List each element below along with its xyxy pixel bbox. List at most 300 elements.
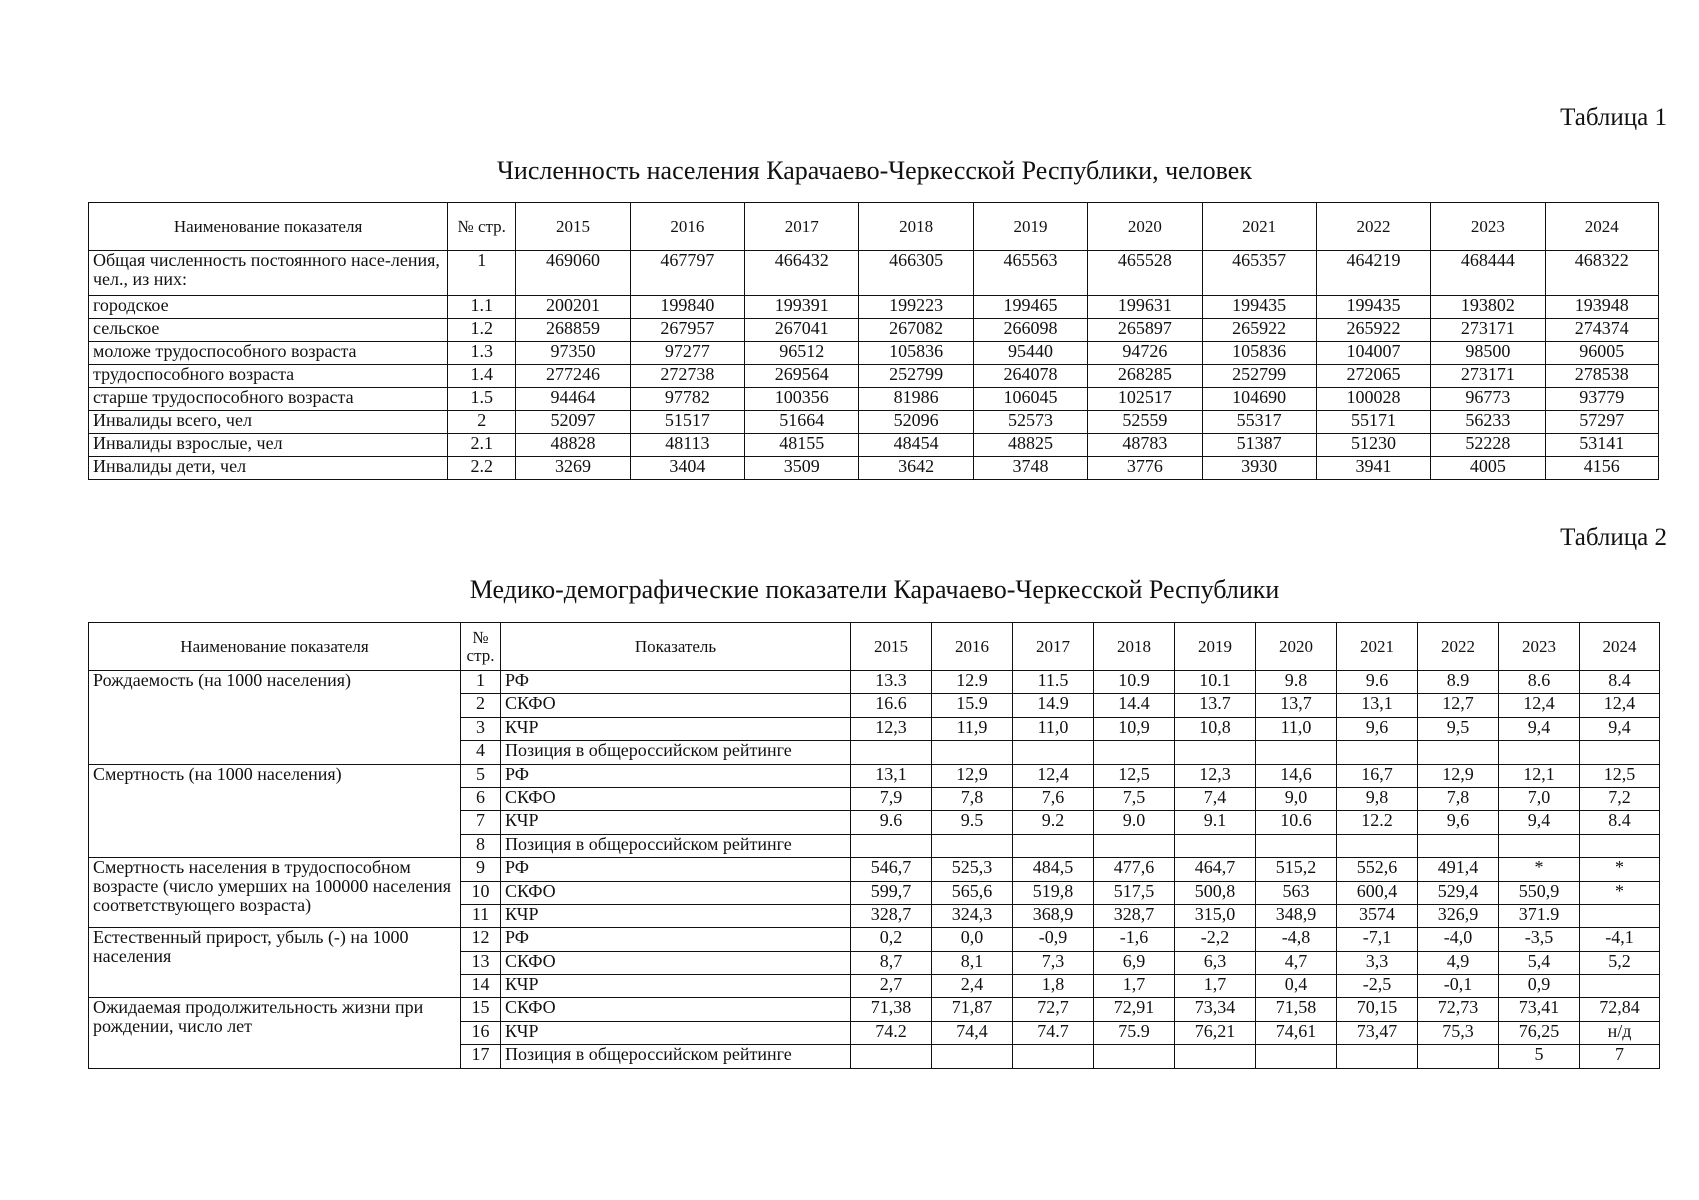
value-cell [1256,741,1337,764]
value-cell: 9.6 [851,811,932,834]
value-cell: 13.3 [851,671,932,694]
value-cell: 2,7 [851,975,932,998]
value-cell: 72,7 [1013,998,1094,1021]
value-cell [932,741,1013,764]
value-cell: 51387 [1202,434,1316,457]
value-cell: 500,8 [1175,881,1256,904]
row-number: 9 [461,858,501,881]
value-cell [1418,834,1499,857]
value-cell: 199435 [1316,296,1430,319]
value-cell: 4,7 [1256,951,1337,974]
value-cell: -3,5 [1499,928,1580,951]
value-cell: 12,3 [1175,764,1256,787]
value-cell: 6,3 [1175,951,1256,974]
value-cell [1013,834,1094,857]
value-cell: 52228 [1431,434,1545,457]
row-number: 10 [461,881,501,904]
value-cell: 13,7 [1256,694,1337,717]
value-cell: 11,0 [1013,717,1094,740]
value-cell: 193948 [1545,296,1658,319]
value-cell [1013,1045,1094,1068]
row-number: 12 [461,928,501,951]
value-cell: 72,91 [1094,998,1175,1021]
value-cell: 8.6 [1499,671,1580,694]
value-cell: 7,3 [1013,951,1094,974]
group-name: Смертность (на 1000 населения) [89,764,461,858]
value-cell: 3776 [1088,457,1202,480]
table-row [89,251,1659,296]
row-number: 1.4 [448,365,516,388]
row-number: 13 [461,951,501,974]
value-cell: 14.9 [1013,694,1094,717]
value-cell [1256,1045,1337,1068]
value-cell: 8,7 [851,951,932,974]
value-cell: 13,1 [851,764,932,787]
value-cell: 97277 [630,342,744,365]
table-row [89,319,1659,342]
value-cell: 268859 [516,319,630,342]
value-cell [1580,834,1660,857]
row-number: 5 [461,764,501,787]
value-cell [1337,834,1418,857]
value-cell: 9.0 [1094,811,1175,834]
value-cell: 7 [1580,1045,1660,1068]
value-cell: 7,5 [1094,787,1175,810]
header-year: 2019 [1175,623,1256,671]
row-name: сельское [89,319,448,342]
value-cell: 105836 [1202,342,1316,365]
value-cell: -7,1 [1337,928,1418,951]
population-table [88,202,1659,480]
value-cell: 466305 [859,251,973,296]
value-cell: 599,7 [851,881,932,904]
value-cell: 5,4 [1499,951,1580,974]
value-cell: 467797 [630,251,744,296]
value-cell: 267082 [859,319,973,342]
indicator-cell: Позиция в общероссийском рейтинге [501,1045,851,1068]
value-cell: 269564 [745,365,859,388]
value-cell: 199223 [859,296,973,319]
table-row [89,764,1660,787]
header-year: 2019 [973,203,1087,251]
value-cell: 7,8 [932,787,1013,810]
row-number: 15 [461,998,501,1021]
table-row [89,365,1659,388]
header-year: 2017 [1013,623,1094,671]
table-row [89,858,1660,881]
value-cell: 73,47 [1337,1021,1418,1044]
indicator-cell: КЧР [501,975,851,998]
table2-label: Таблица 2 [1560,524,1667,551]
row-name: Инвалиды взрослые, чел [89,434,448,457]
value-cell: 12,5 [1580,764,1660,787]
value-cell: 55171 [1316,411,1430,434]
value-cell: -0,9 [1013,928,1094,951]
value-cell: 1,7 [1094,975,1175,998]
value-cell: 74,4 [932,1021,1013,1044]
value-cell: 9,0 [1256,787,1337,810]
value-cell: 97782 [630,388,744,411]
value-cell: 0,2 [851,928,932,951]
value-cell [1580,975,1660,998]
row-number: 4 [461,741,501,764]
value-cell: 515,2 [1256,858,1337,881]
value-cell: 469060 [516,251,630,296]
value-cell [1256,834,1337,857]
value-cell [1175,834,1256,857]
value-cell: 264078 [973,365,1087,388]
row-name: старше трудоспособного возраста [89,388,448,411]
value-cell: 468444 [1431,251,1545,296]
row-number: 17 [461,1045,501,1068]
indicator-cell: СКФО [501,881,851,904]
value-cell: 12,4 [1499,694,1580,717]
indicator-cell: КЧР [501,717,851,740]
value-cell: 368,9 [1013,904,1094,927]
value-cell: н/д [1580,1021,1660,1044]
value-cell: 102517 [1088,388,1202,411]
value-cell: 465563 [973,251,1087,296]
value-cell [1418,1045,1499,1068]
value-cell: 274374 [1545,319,1658,342]
value-cell: 278538 [1545,365,1658,388]
value-cell: 266098 [973,319,1087,342]
value-cell: 3,3 [1337,951,1418,974]
value-cell: 12,1 [1499,764,1580,787]
value-cell [1499,834,1580,857]
table2-title: Медико-демографические показатели Карачаево-Черкесской Республики [469,575,1280,604]
value-cell: * [1499,858,1580,881]
value-cell: 8.9 [1418,671,1499,694]
value-cell: 9,6 [1337,717,1418,740]
value-cell: 51230 [1316,434,1430,457]
value-cell [932,834,1013,857]
value-cell: -1,6 [1094,928,1175,951]
value-cell: -4,1 [1580,928,1660,951]
value-cell: 7,8 [1418,787,1499,810]
value-cell: 525,3 [932,858,1013,881]
value-cell: 75.9 [1094,1021,1175,1044]
value-cell: 277246 [516,365,630,388]
value-cell: 5 [1499,1045,1580,1068]
value-cell: 71,58 [1256,998,1337,1021]
value-cell: 12,9 [1418,764,1499,787]
value-cell: 48113 [630,434,744,457]
header-year: 2023 [1431,203,1545,251]
value-cell: -2,5 [1337,975,1418,998]
value-cell: 95440 [973,342,1087,365]
value-cell: 519,8 [1013,881,1094,904]
value-cell: 199631 [1088,296,1202,319]
value-cell: 8.4 [1580,811,1660,834]
indicator-cell: РФ [501,764,851,787]
value-cell: 3574 [1337,904,1418,927]
table-row [89,296,1659,319]
indicator-cell: РФ [501,671,851,694]
value-cell: 600,4 [1337,881,1418,904]
value-cell: 12,7 [1418,694,1499,717]
value-cell: 529,4 [1418,881,1499,904]
value-cell: 1,7 [1175,975,1256,998]
value-cell: 563 [1256,881,1337,904]
value-cell: 12,9 [932,764,1013,787]
value-cell: 9,6 [1418,811,1499,834]
value-cell: 0,4 [1256,975,1337,998]
value-cell: 265922 [1202,319,1316,342]
value-cell: 193802 [1431,296,1545,319]
table2-header-row [89,623,1660,671]
value-cell: 517,5 [1094,881,1175,904]
value-cell: -0,1 [1418,975,1499,998]
value-cell [932,1045,1013,1068]
value-cell: 2,4 [932,975,1013,998]
value-cell: * [1580,881,1660,904]
value-cell: 93779 [1545,388,1658,411]
row-number: 16 [461,1021,501,1044]
value-cell: 491,4 [1418,858,1499,881]
header-year: 2018 [1094,623,1175,671]
indicator-cell: КЧР [501,904,851,927]
value-cell: 5,2 [1580,951,1660,974]
indicator-cell: КЧР [501,811,851,834]
table1-title: Численность населения Карачаево-Черкесской Республики, человек [497,156,1252,185]
header-no: № стр. [448,203,516,251]
value-cell: 484,5 [1013,858,1094,881]
value-cell: 9.6 [1337,671,1418,694]
table-row [89,342,1659,365]
value-cell: 252799 [859,365,973,388]
value-cell: 3404 [630,457,744,480]
value-cell: 272738 [630,365,744,388]
value-cell: 7,2 [1580,787,1660,810]
row-number: 1.5 [448,388,516,411]
group-name: Рождаемость (на 1000 населения) [89,671,461,765]
value-cell: 48155 [745,434,859,457]
value-cell: 0,0 [932,928,1013,951]
value-cell: 71,87 [932,998,1013,1021]
value-cell: 12,4 [1013,764,1094,787]
value-cell: -4,8 [1256,928,1337,951]
value-cell: 465357 [1202,251,1316,296]
value-cell: 348,9 [1256,904,1337,927]
value-cell: 11.5 [1013,671,1094,694]
value-cell: 315,0 [1175,904,1256,927]
row-number: 11 [461,904,501,927]
value-cell: 9,4 [1580,717,1660,740]
header-year: 2017 [745,203,859,251]
value-cell: 466432 [745,251,859,296]
value-cell: 464,7 [1175,858,1256,881]
row-number: 14 [461,975,501,998]
value-cell: 328,7 [851,904,932,927]
value-cell: 4005 [1431,457,1545,480]
value-cell: 12.9 [932,671,1013,694]
row-number: 2 [461,694,501,717]
group-name: Смертность населения в трудоспособном возрасте (число умерших на 100000 населения соответствующего возраста) [89,858,461,928]
value-cell: 106045 [973,388,1087,411]
value-cell: 199840 [630,296,744,319]
value-cell: 0,9 [1499,975,1580,998]
table-row [89,998,1660,1021]
value-cell: 14.4 [1094,694,1175,717]
value-cell: 56233 [1431,411,1545,434]
row-number: 1.3 [448,342,516,365]
row-number: 2 [448,411,516,434]
value-cell [1094,1045,1175,1068]
value-cell: 72,84 [1580,998,1660,1021]
table-row [89,928,1660,951]
indicator-cell: РФ [501,928,851,951]
value-cell: 468322 [1545,251,1658,296]
header-year: 2018 [859,203,973,251]
value-cell: 52573 [973,411,1087,434]
value-cell: 6,9 [1094,951,1175,974]
value-cell: 4,9 [1418,951,1499,974]
header-year: 2022 [1418,623,1499,671]
header-year: 2020 [1088,203,1202,251]
row-name: трудоспособного возраста [89,365,448,388]
group-name: Ожидаемая продолжительность жизни при рождении, число лет [89,998,461,1068]
row-number: 6 [461,787,501,810]
value-cell: 200201 [516,296,630,319]
value-cell: 97350 [516,342,630,365]
value-cell: 199435 [1202,296,1316,319]
header-year: 2024 [1580,623,1660,671]
header-year: 2021 [1202,203,1316,251]
value-cell: 9.8 [1256,671,1337,694]
value-cell: 3642 [859,457,973,480]
value-cell: 105836 [859,342,973,365]
value-cell [1175,741,1256,764]
group-name: Естественный прирост, убыль (-) на 1000 населения [89,928,461,998]
value-cell: 51517 [630,411,744,434]
value-cell [851,834,932,857]
indicator-cell: Позиция в общероссийском рейтинге [501,834,851,857]
header-year: 2022 [1316,203,1430,251]
value-cell: 52097 [516,411,630,434]
value-cell: 70,15 [1337,998,1418,1021]
indicator-cell: КЧР [501,1021,851,1044]
value-cell: 1,8 [1013,975,1094,998]
value-cell: 48828 [516,434,630,457]
value-cell: 10,9 [1094,717,1175,740]
indicator-cell: РФ [501,858,851,881]
value-cell: 265922 [1316,319,1430,342]
value-cell: 199391 [745,296,859,319]
value-cell: 7,4 [1175,787,1256,810]
row-number: 1 [461,671,501,694]
value-cell: 10.1 [1175,671,1256,694]
header-year: 2016 [630,203,744,251]
value-cell: 13,1 [1337,694,1418,717]
value-cell: -2,2 [1175,928,1256,951]
value-cell: 52096 [859,411,973,434]
table1-label: Таблица 1 [1560,104,1667,131]
value-cell: 48783 [1088,434,1202,457]
value-cell: 273171 [1431,365,1545,388]
value-cell: 552,6 [1337,858,1418,881]
value-cell: -4,0 [1418,928,1499,951]
row-name: Общая численность постоянного насе-ления, чел., из них: [89,251,448,296]
value-cell: 12.2 [1337,811,1418,834]
value-cell: 14,6 [1256,764,1337,787]
value-cell: 10,8 [1175,717,1256,740]
value-cell: 15.9 [932,694,1013,717]
row-number: 1.2 [448,319,516,342]
value-cell: 4156 [1545,457,1658,480]
value-cell [1580,741,1660,764]
value-cell: 324,3 [932,904,1013,927]
value-cell: 546,7 [851,858,932,881]
value-cell: 8,1 [932,951,1013,974]
value-cell: 10.9 [1094,671,1175,694]
value-cell: 94464 [516,388,630,411]
value-cell: 48825 [973,434,1087,457]
value-cell: 9.5 [932,811,1013,834]
value-cell: 73,41 [1499,998,1580,1021]
row-name: Инвалиды всего, чел [89,411,448,434]
table-row [89,457,1659,480]
value-cell: 100356 [745,388,859,411]
value-cell: 464219 [1316,251,1430,296]
value-cell: 10.6 [1256,811,1337,834]
value-cell: 12,3 [851,717,932,740]
value-cell: 55317 [1202,411,1316,434]
value-cell: 199465 [973,296,1087,319]
row-name: Инвалиды дети, чел [89,457,448,480]
table1-header-row [89,203,1659,251]
value-cell: 9,4 [1499,717,1580,740]
value-cell: 326,9 [1418,904,1499,927]
value-cell: 268285 [1088,365,1202,388]
row-number: 7 [461,811,501,834]
value-cell: 96773 [1431,388,1545,411]
header-year: 2024 [1545,203,1658,251]
table-row [89,434,1659,457]
value-cell: 272065 [1316,365,1430,388]
value-cell: 76,21 [1175,1021,1256,1044]
value-cell: 465528 [1088,251,1202,296]
indicator-cell: СКФО [501,951,851,974]
indicator-cell: СКФО [501,787,851,810]
value-cell: 51664 [745,411,859,434]
value-cell: 3930 [1202,457,1316,480]
value-cell: 3509 [745,457,859,480]
row-number: 8 [461,834,501,857]
value-cell: 53141 [1545,434,1658,457]
row-number: 2.1 [448,434,516,457]
value-cell [1418,741,1499,764]
value-cell: 267041 [745,319,859,342]
value-cell: 76,25 [1499,1021,1580,1044]
indicator-cell: СКФО [501,998,851,1021]
value-cell: 57297 [1545,411,1658,434]
value-cell: 98500 [1431,342,1545,365]
value-cell: 7,9 [851,787,932,810]
value-cell: 13.7 [1175,694,1256,717]
header-year: 2016 [932,623,1013,671]
header-indicator: Показатель [501,623,851,671]
row-number: 1.1 [448,296,516,319]
value-cell [851,741,932,764]
value-cell: 267957 [630,319,744,342]
value-cell [1094,741,1175,764]
value-cell: 371.9 [1499,904,1580,927]
value-cell: 3941 [1316,457,1430,480]
value-cell: 7,6 [1013,787,1094,810]
value-cell: 265897 [1088,319,1202,342]
value-cell: 104007 [1316,342,1430,365]
